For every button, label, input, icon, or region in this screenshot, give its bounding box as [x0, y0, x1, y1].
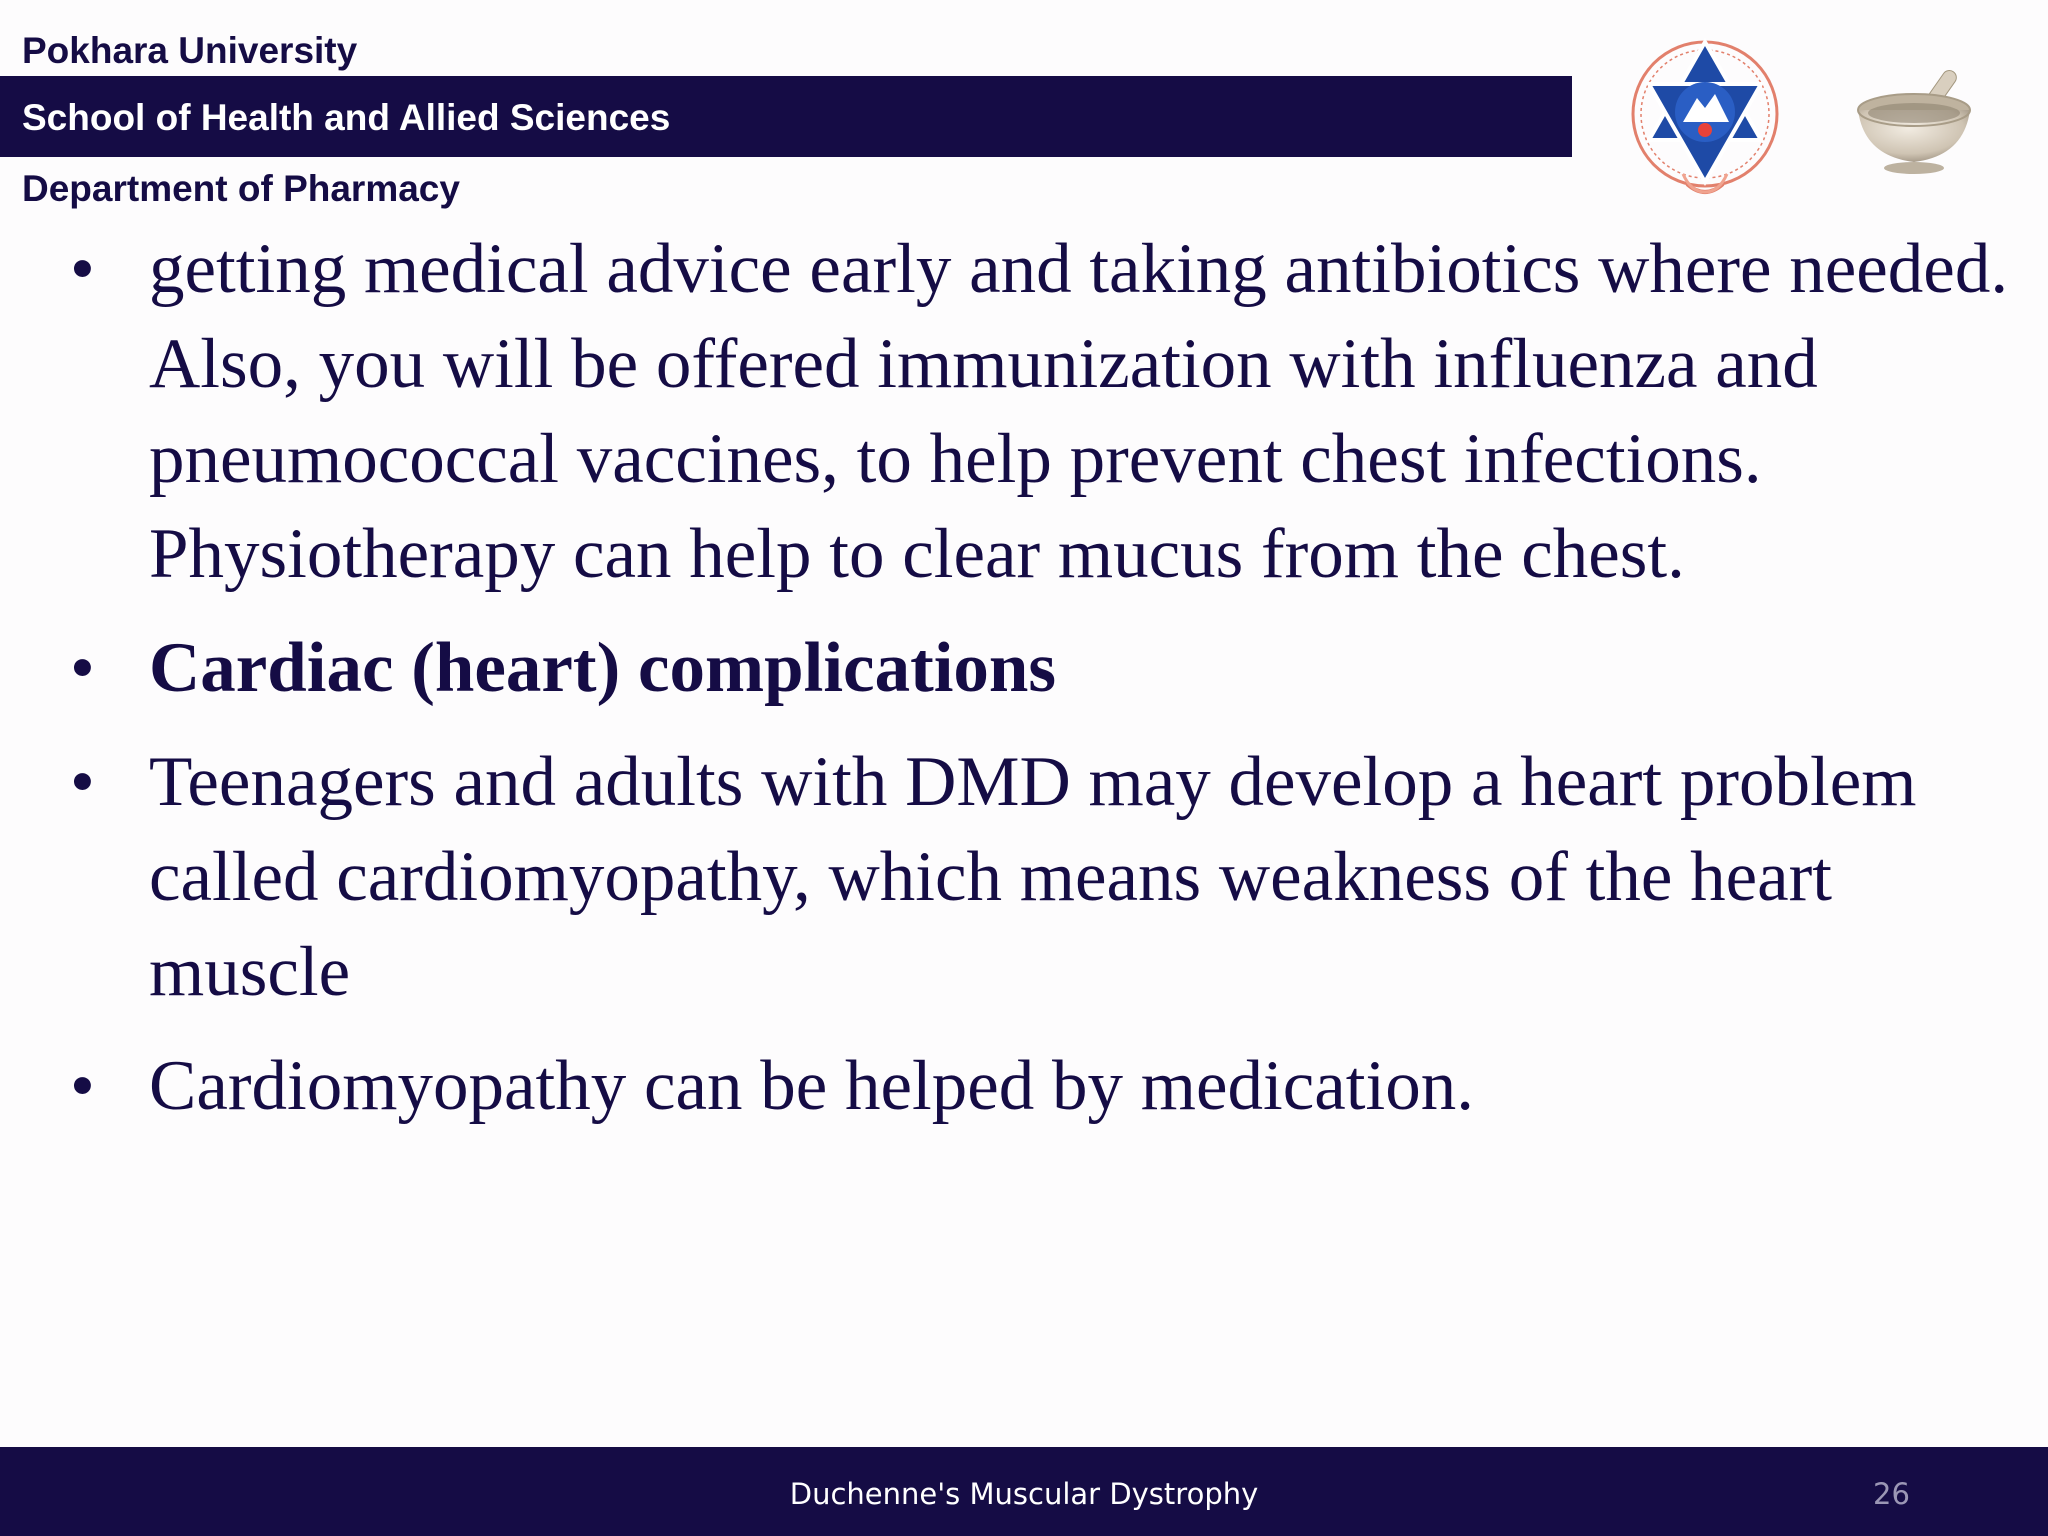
- bullet-text: Cardiomyopathy can be helped by medication.: [149, 1047, 1474, 1125]
- bullet-item: [60, 621, 2035, 716]
- slide-number: 26: [1873, 1477, 1910, 1511]
- bullet-heading: Cardiac (heart) complications: [149, 629, 1057, 707]
- department-name: Department of Pharmacy: [22, 168, 460, 209]
- mortar-pestle-image: [1850, 58, 1990, 178]
- bullet-list: [60, 222, 2035, 1153]
- footer-title: Duchenne's Muscular Dystrophy: [789, 1477, 1259, 1511]
- bullet-item: [60, 222, 2035, 602]
- university-emblem-logo: [1625, 34, 1785, 204]
- university-name: Pokhara University: [22, 30, 358, 71]
- bullet-marker: •: [70, 629, 95, 707]
- bullet-text: Teenagers and adults with DMD may develop a heart problem called cardiomyopathy, which means weakness of the heart muscle: [149, 743, 1917, 1011]
- bullet-item: [60, 1039, 2035, 1134]
- bullet-marker: •: [70, 230, 95, 308]
- bullet-marker: •: [70, 1047, 95, 1125]
- bullet-item: [60, 735, 2035, 1020]
- bullet-text: getting medical advice early and taking antibiotics where needed. Also, you will be offered immunization with influenza and pneumococcal vaccines, to help prevent chest infections. Physiotherapy can help to clear mucus from the chest.: [149, 230, 2009, 593]
- bullet-marker: •: [70, 743, 95, 821]
- school-name: School of Health and Allied Sciences: [22, 97, 671, 138]
